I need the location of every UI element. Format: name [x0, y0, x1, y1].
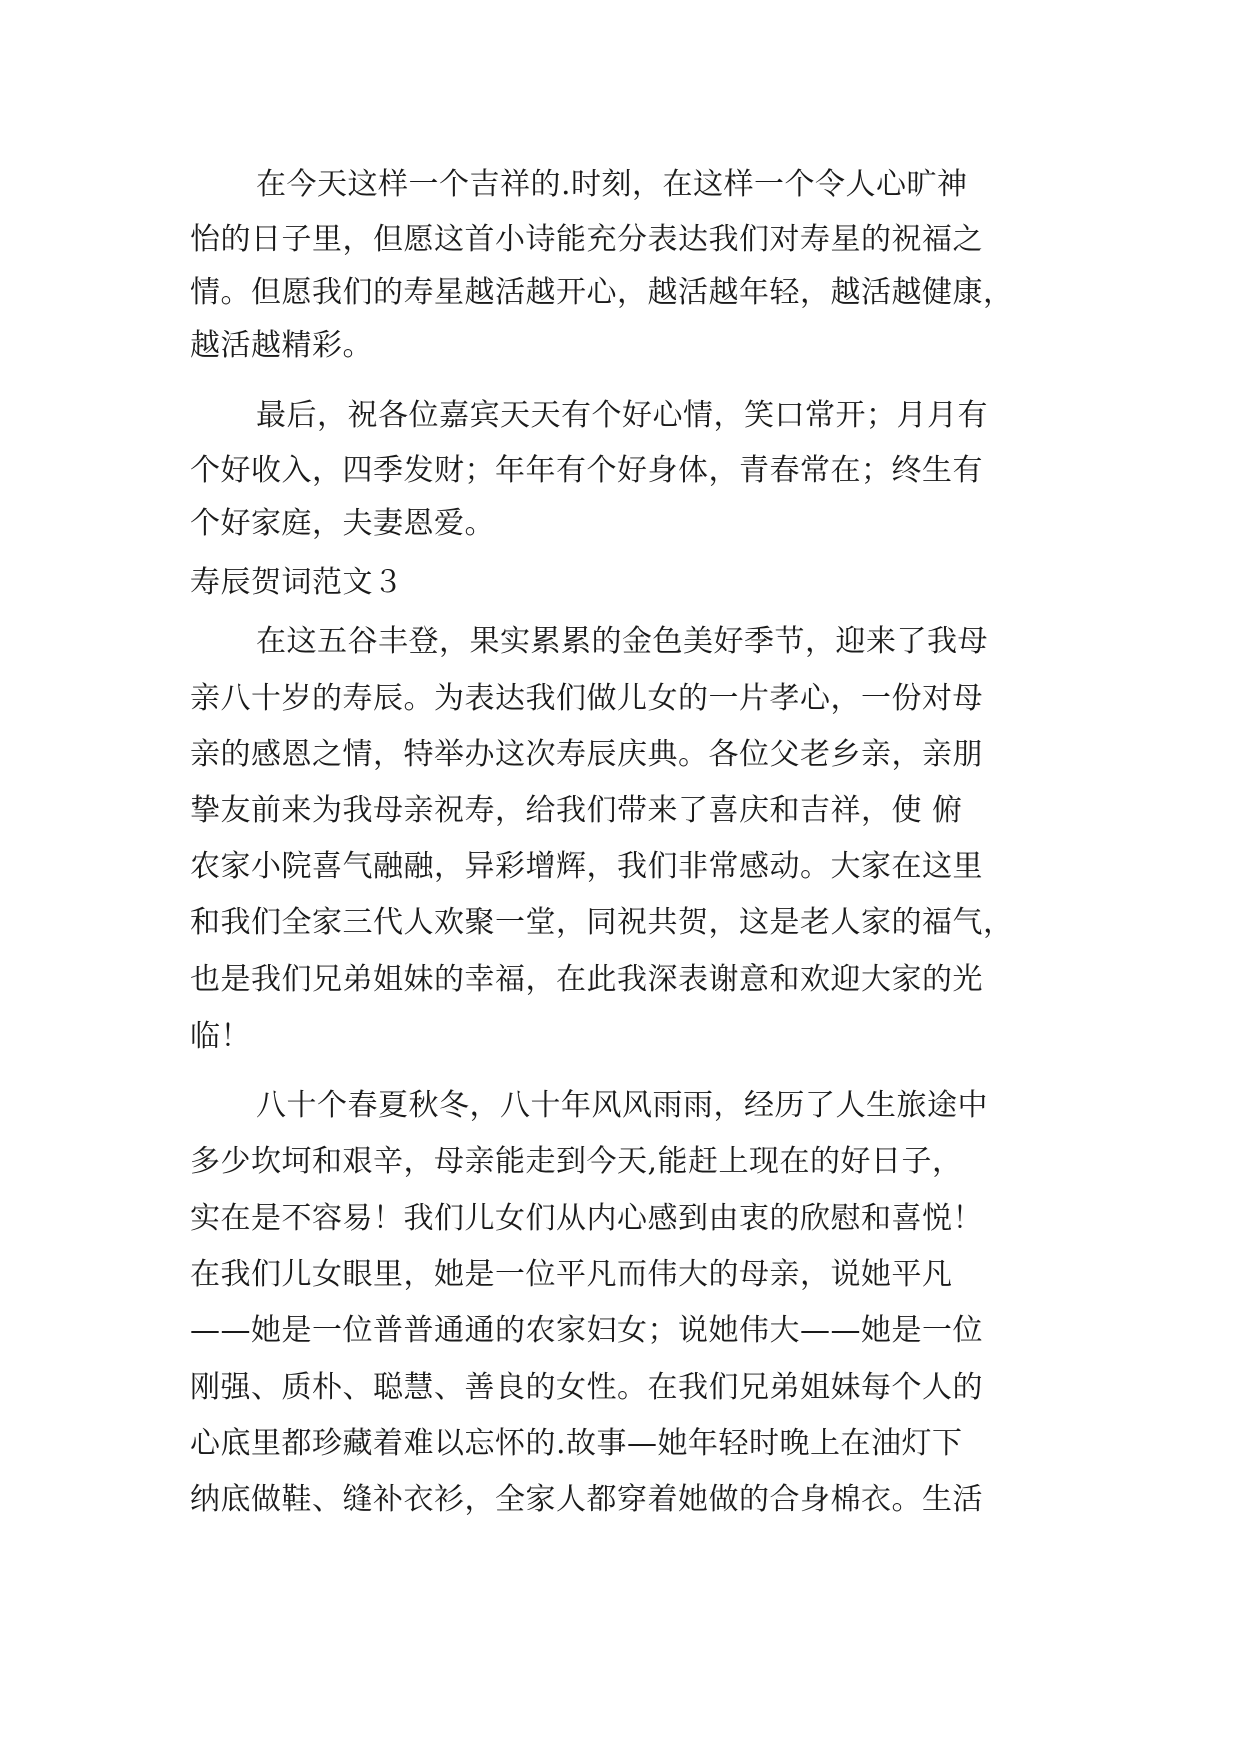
paragraph-line: 实在是不容易！我们儿女们从内心感到由衷的欣慰和喜悦！ — [190, 1201, 983, 1236]
paragraph-line: 亲八十岁的寿辰。为表达我们做儿女的一片孝心，一份对母 — [190, 681, 983, 716]
paragraph-line: 亲的感恩之情，特举办这次寿辰庆典。各位父老乡亲，亲朋 — [190, 737, 983, 772]
paragraph-line: 情。但愿我们的寿星越活越开心，越活越年轻，越活越健康， — [190, 275, 1014, 310]
section-heading: 寿辰贺词范文３ — [190, 565, 404, 600]
paragraph-line: 在这五谷丰登，果实累累的金色美好季节，迎来了我母 — [256, 624, 988, 659]
paragraph-line: 纳底做鞋、缝补衣衫，全家人都穿着她做的合身棉衣。生活 — [190, 1482, 983, 1517]
paragraph-line: 在今天这样一个吉祥的.时刻，在这样一个令人心旷神 — [256, 167, 968, 202]
paragraph-line: 个好收入，四季发财；年年有个好身体，青春常在；终生有 — [190, 453, 983, 488]
paragraph-line: 心底里都珍藏着难以忘怀的.故事—她年轻时晚上在油灯下 — [190, 1426, 963, 1461]
paragraph-line: 怡的日子里，但愿这首小诗能充分表达我们对寿星的祝福之 — [190, 222, 983, 257]
paragraph-line: 挚友前来为我母亲祝寿，给我们带来了喜庆和吉祥，使 俯 — [190, 793, 963, 828]
paragraph-line: 多少坎坷和艰辛，母亲能走到今天,能赶上现在的好日子， — [190, 1144, 963, 1179]
paragraph-line: 在我们儿女眼里，她是一位平凡而伟大的母亲，说她平凡 — [190, 1257, 953, 1292]
paragraph-line: 越活越精彩。 — [190, 328, 373, 363]
paragraph-line: ——她是一位普普通通的农家妇女；说她伟大——她是一位 — [190, 1313, 983, 1348]
paragraph-line: 也是我们兄弟姐妹的幸福，在此我深表谢意和欢迎大家的光 — [190, 962, 983, 997]
paragraph-line: 八十个春夏秋冬，八十年风风雨雨，经历了人生旅途中 — [256, 1088, 988, 1123]
paragraph-line: 刚强、质朴、聪慧、善良的女性。在我们兄弟姐妹每个人的 — [190, 1370, 983, 1405]
paragraph-line: 最后，祝各位嘉宾天天有个好心情，笑口常开；月月有 — [256, 398, 988, 433]
paragraph-line: 农家小院喜气融融，异彩增辉，我们非常感动。大家在这里 — [190, 849, 983, 884]
paragraph-line: 和我们全家三代人欢聚一堂，同祝共贺，这是老人家的福气， — [190, 905, 1014, 940]
paragraph-line: 临！ — [190, 1019, 251, 1054]
paragraph-line: 个好家庭，夫妻恩爱。 — [190, 506, 495, 541]
